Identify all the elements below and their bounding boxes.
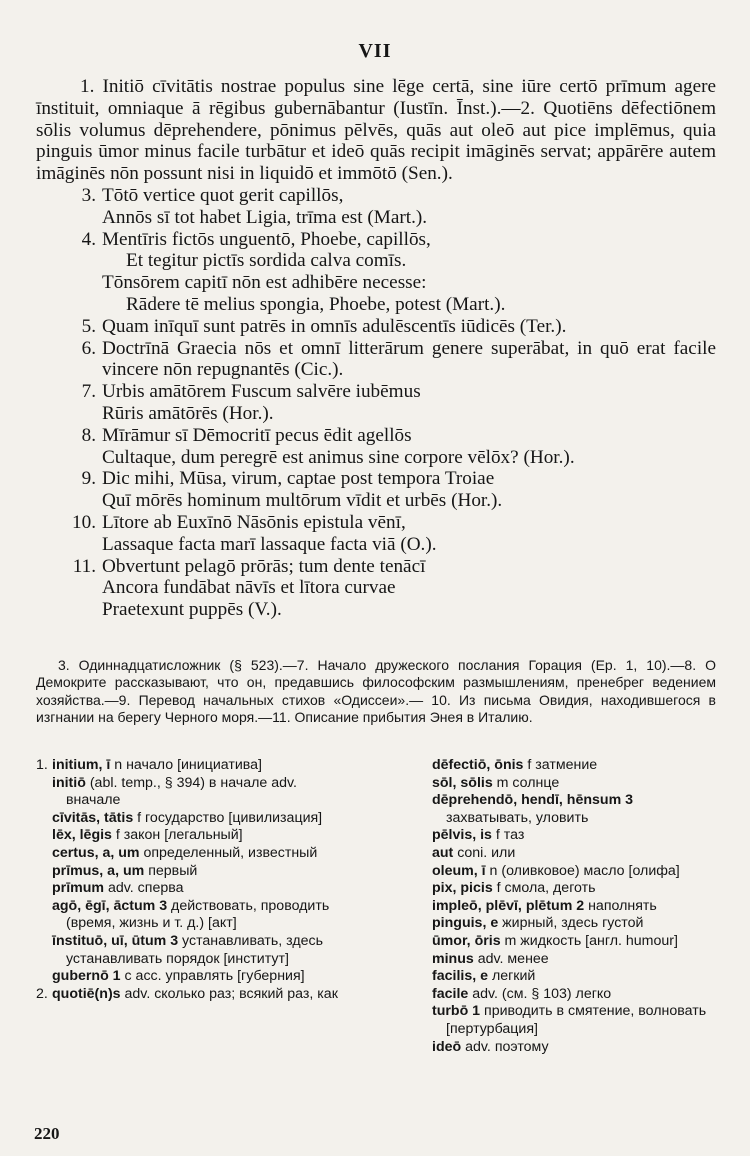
vocab-entry: [432, 1039, 720, 1057]
headword: facilis, e: [432, 968, 488, 985]
headword: pinguis, e: [432, 915, 499, 932]
headword: aut: [432, 844, 454, 861]
vocab-entry: [36, 845, 350, 863]
headword: quotiē(n)s: [52, 985, 121, 1002]
vocab-entry: [432, 775, 720, 793]
vocab-entry: [432, 1003, 720, 1038]
example-line: Quam inīquī sunt patrēs in omnīs adulēscentīs iūdicēs (Ter.).: [102, 315, 567, 337]
definition: действовать, проводить (время, жизнь и т. д.) [акт]: [66, 897, 330, 932]
headword: dēprehendō, hendī, hēnsum 3: [432, 792, 634, 809]
definition: приводить в смятение, волновать [пертурбация]: [446, 1003, 707, 1037]
definition: f затмение: [523, 757, 598, 773]
definition: f смола, деготь: [492, 880, 596, 897]
definition: легкий: [488, 968, 536, 985]
headword: gubernō 1: [52, 968, 121, 985]
vocab-entry: [36, 863, 350, 881]
definition: (abl. temp., § 394) в начале adv. вначале: [66, 774, 297, 809]
example-item: [36, 381, 716, 425]
example-number: 7.: [81, 381, 96, 403]
example-line: Lītore ab Euxīnō Nāsōnis epistula vēnī,: [102, 511, 406, 533]
headword: minus: [432, 950, 474, 967]
definition: coni. или: [453, 844, 516, 861]
example-line: Rūris amātōrēs (Hor.).: [102, 402, 274, 424]
headword: initiō: [52, 774, 86, 791]
example-number: 6.: [81, 337, 96, 359]
vocab-entry: [36, 898, 350, 933]
headword: initium, ī: [52, 757, 111, 773]
latin-text: [36, 76, 716, 621]
example-line: Et tegitur pictīs sordida calva comīs.: [126, 250, 407, 272]
example-item: [36, 512, 716, 556]
vocab-entry: [36, 968, 350, 986]
definition: adv. сперва: [104, 880, 184, 897]
definition: adv. (см. § 103) легко: [468, 985, 612, 1002]
vocab-entry: [36, 933, 350, 968]
vocab-entry: [432, 827, 720, 845]
definition: adv. сколько раз; всякий раз, как: [120, 985, 338, 1002]
headword: sōl, sōlis: [432, 774, 493, 791]
definition: f закон [легальный]: [111, 827, 243, 844]
example-item: [36, 425, 716, 469]
vocab-entry: [432, 792, 720, 827]
example-item: [36, 338, 716, 382]
definition: adv. поэтому: [461, 1038, 549, 1055]
definition: c acc. управлять [губерния]: [120, 968, 305, 985]
example-line: Doctrīnā Graecia nōs et omnī litterārum genere superābat, in quō erat facile vincere nōn repugnantēs (Cic.).: [102, 337, 716, 381]
vocab-column-left: [36, 757, 350, 1003]
vocab-entry: [432, 915, 720, 933]
example-line: Ancora fundābat nāvīs et lītora curvae: [102, 577, 396, 599]
definition: определенный, известный: [139, 844, 318, 861]
example-item: [36, 556, 716, 621]
example-line: Dic mihi, Mūsa, virum, captae post tempora Troiae: [102, 468, 495, 490]
example-line: Urbis amātōrem Fuscum salvēre iubēmus: [102, 381, 421, 403]
vocab-entry: [432, 933, 720, 951]
vocab-entry: [36, 827, 350, 845]
example-item: [36, 468, 716, 512]
example-line: Annōs sī tot habet Ligia, trīma est (Mart.).: [102, 206, 428, 228]
headword: oleum, ī: [432, 862, 486, 879]
headword: cīvitās, tātis: [52, 809, 134, 826]
definition: n начало [инициатива]: [110, 757, 262, 773]
example-number: 4.: [81, 228, 96, 250]
example-item: [36, 316, 716, 338]
vocab-entry: [432, 863, 720, 881]
page-number: 220: [34, 1124, 60, 1143]
headword: pix, picis: [432, 880, 493, 897]
example-item: [36, 229, 716, 316]
vocab-entry: [36, 775, 350, 810]
headword: ideō: [432, 1038, 462, 1055]
examples-list: [36, 185, 716, 621]
example-line: Mentīris fictōs unguentō, Phoebe, capillōs,: [102, 228, 431, 250]
definition: m солнце: [492, 774, 560, 791]
example-line: Lassaque facta marī lassaque facta viā (O.).: [102, 533, 437, 555]
headword: lēx, lēgis: [52, 827, 112, 844]
headword: dēfectiō, ōnis: [432, 757, 524, 773]
vocab-entry: [432, 845, 720, 863]
intro-paragraph: 1. Initiō cīvitātis nostrae populus sine lēge certā, sine iūre certō prīmum agere īnstituit, omniaque ā rēgibus gubernābantur (Iustīn. Īnst.).—2. Quotiēns dēfectiōnem sōlis volumus dēprehendere, pōnimus pēlvēs, quās aut oleō aut pice implēmus, quia pinguis ūmor minus facile turbātur et ideō quās recipit imāginēs servat; appārēre autem imāginēs nōn possunt nisi in liquidō et immōtō (Sen.).: [36, 76, 716, 185]
vocab-column-right: [432, 757, 720, 1056]
headword: pēlvis, is: [432, 827, 492, 844]
vocab-entry: [36, 986, 350, 1004]
example-line: Praetexunt puppēs (V.).: [102, 599, 282, 621]
example-item: [36, 185, 716, 229]
example-line: Tōtō vertice quot gerit capillōs,: [102, 184, 344, 206]
headword: certus, a, um: [52, 844, 140, 861]
headword: impleō, plēvī, plētum 2: [432, 897, 585, 914]
example-number: 3.: [81, 184, 96, 206]
headword: prīmum: [52, 880, 105, 897]
headword: prīmus, a, um: [52, 862, 145, 879]
definition: f таз: [491, 827, 525, 844]
example-number: 5.: [81, 315, 96, 337]
vocab-entry: [432, 880, 720, 898]
vocab-entry: [432, 968, 720, 986]
example-line: Tōnsōrem capitī nōn est adhibēre necesse:: [102, 272, 427, 294]
definition: захватывать, уловить: [446, 809, 589, 826]
definition: n (оливковое) масло [олифа]: [485, 862, 680, 879]
example-number: 11.: [72, 555, 96, 577]
example-line: Rādere tē melius spongia, Phoebe, potest (Mart.).: [126, 293, 506, 315]
example-number: 8.: [81, 424, 96, 446]
section-heading: VII: [358, 40, 392, 62]
example-line: Cultaque, dum peregrē est animus sine corpore vēlōx? (Hor.).: [102, 446, 575, 468]
vocab-entry: [432, 757, 720, 775]
definition: f государство [цивилизация]: [133, 809, 323, 826]
entry-number: 1.: [36, 757, 48, 773]
vocab-entry: [432, 951, 720, 969]
example-line: Obvertunt pelagō prōrās; tum dente tenācī: [102, 555, 426, 577]
vocab-entry: [36, 880, 350, 898]
headword: ūmor, ōris: [432, 932, 501, 949]
definition: устанавливать, здесь устанавливать порядок [институт]: [66, 932, 324, 967]
definition: adv. менее: [473, 950, 549, 967]
definition: наполнять: [584, 897, 657, 914]
headword: turbō 1: [432, 1003, 481, 1020]
vocab-entry: [36, 757, 350, 775]
vocab-entry: [432, 986, 720, 1004]
headword: īnstituō, uī, ūtum 3: [52, 932, 179, 949]
definition: первый: [144, 862, 198, 879]
example-line: Quī mōrēs hominum multōrum vīdit et urbēs (Hor.).: [102, 490, 503, 512]
headword: agō, ēgī, āctum 3: [52, 897, 168, 914]
definition: m жидкость [англ. humour]: [500, 932, 678, 949]
example-number: 10.: [72, 511, 96, 533]
footnotes: 3. Одиннадцатисложник (§ 523).—7. Начало дружеского послания Горация (Ep. 1, 10).—8. О Демокрите рассказывают, что он, предавшись философским размышлениям, пренебрег ведением хозяйства.—9. Перевод начальных стихов «Одиссеи».— 10. Из письма Овидия, находившегося в изгнании на берегу Черного моря.—11. Описание прибытия Энея в Италию.: [36, 657, 716, 726]
vocab-entry: [36, 810, 350, 828]
vocab-entry: [432, 898, 720, 916]
example-line: Mīrāmur sī Dēmocritī pecus ēdit agellōs: [102, 424, 412, 446]
entry-number: 2.: [36, 985, 48, 1002]
definition: жирный, здесь густой: [498, 915, 644, 932]
example-number: 9.: [81, 468, 96, 490]
headword: facile: [432, 985, 469, 1002]
